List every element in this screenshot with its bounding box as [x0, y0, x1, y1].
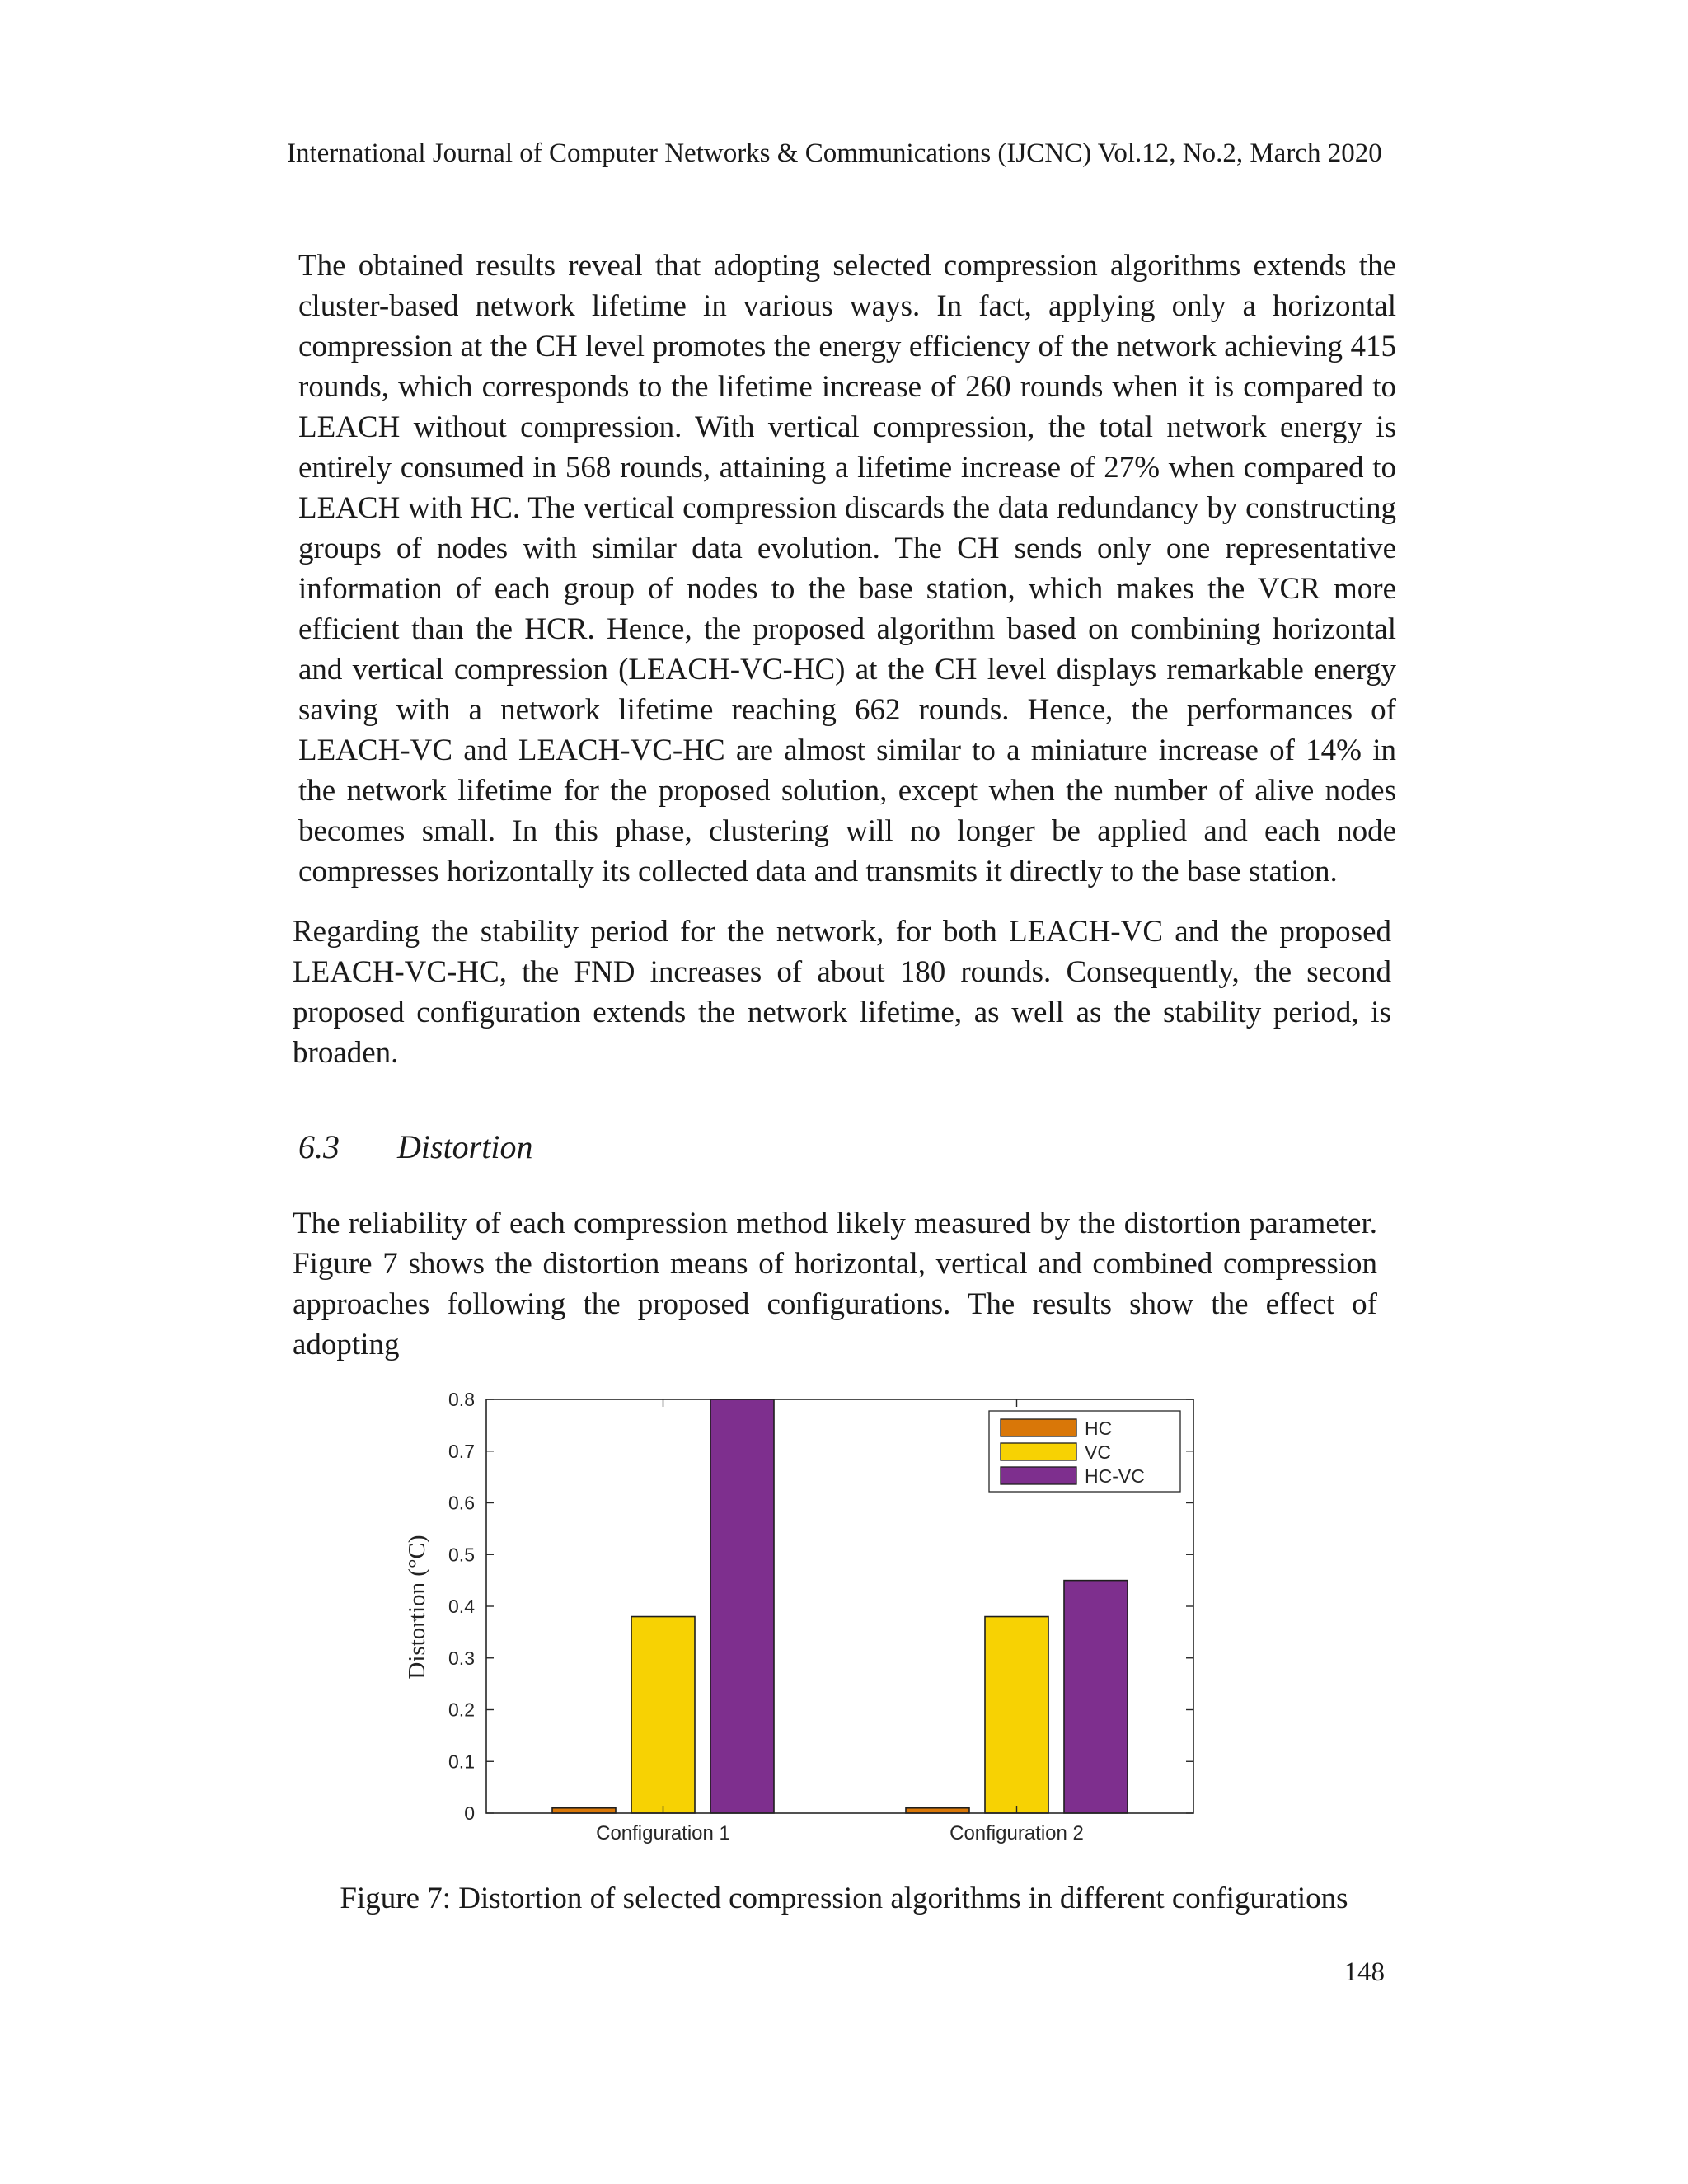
- figure-caption: Figure 7: Distortion of selected compression algorithms in different configurations: [340, 1882, 1348, 1915]
- legend-swatch-vc: [1001, 1443, 1076, 1460]
- bar-vc-1: [631, 1617, 695, 1813]
- paragraph-results: The obtained results reveal that adopting selected compression algorithms extends the cluster-based network lifetime in various ways. In fact, applying only a horizontal compression at the CH level promotes the energy efficiency of the network achieving 415 rounds, which corresponds to the lifetime increase of 260 rounds when it is compared to LEACH without compression. With vertical compression, the total network energy is entirely consumed in 568 rounds, attaining a lifetime increase of 27% when compared to LEACH with HC. The vertical compression discards the data redundancy by constructing groups of nodes with similar data evolution. The CH sends only one representative information of each group of nodes to the base station, which makes the VCR more efficient than the HCR. Hence, the proposed algorithm based on combining horizontal and vertical compression (LEACH-VC-HC) at the CH level displays remarkable energy saving with a network lifetime reaching 662 rounds. Hence, the performances of LEACH-VC and LEACH-VC-HC are almost similar to a miniature increase of 14% in the network lifetime for the proposed solution, except when the number of alive nodes becomes small. In this phase, clustering will no longer be applied and each node compresses horizontally its collected data and transmits it directly to the base station.: [298, 249, 1396, 888]
- section-title: Distortion: [397, 1128, 533, 1165]
- legend-label-hc: HC: [1085, 1418, 1113, 1439]
- y-tick-label: 0.7: [448, 1440, 475, 1462]
- x-tick-label: Configuration 2: [950, 1822, 1084, 1844]
- legend-swatch-hc: [1001, 1419, 1076, 1436]
- legend-label-hc-vc: HC-VC: [1085, 1465, 1145, 1487]
- chart-legend: [989, 1411, 1180, 1492]
- page-number: 148: [1343, 1957, 1385, 1987]
- paragraph-stability: Regarding the stability period for the network, for both LEACH-VC and the proposed LEACH-VC-HC, the FND increases of about 180 rounds. Consequently, the second proposed configuration extends the network lifetime, as well as the stability period, is broaden.: [293, 915, 1391, 1070]
- y-tick-label: 0.2: [448, 1699, 475, 1721]
- y-tick-label: 0.3: [448, 1647, 475, 1669]
- bar-hc-1: [552, 1808, 616, 1813]
- y-tick-label: 0.5: [448, 1544, 475, 1566]
- y-tick-label: 0.1: [448, 1750, 475, 1773]
- bar-hc-vc-1: [710, 1399, 774, 1813]
- distortion-bar-chart: [387, 1385, 1203, 1871]
- y-axis-label: Distortion (°C): [404, 1535, 430, 1680]
- bar-hc-vc-2: [1064, 1581, 1128, 1813]
- y-tick-label: 0.6: [448, 1492, 475, 1514]
- bar-vc-2: [985, 1617, 1048, 1813]
- x-tick-label: Configuration 1: [596, 1822, 730, 1844]
- paragraph-distortion: The reliability of each compression method likely measured by the distortion parameter. Figure 7 shows the distortion means of horizontal, vertical and combined compression approaches following the proposed configurations. The results show the effect of adopting: [293, 1207, 1377, 1361]
- bar-hc-2: [906, 1808, 969, 1813]
- y-tick-label: 0.4: [448, 1596, 475, 1617]
- legend-label-vc: VC: [1085, 1441, 1111, 1463]
- running-header: International Journal of Computer Networks & Communications (IJCNC) Vol.12, No.2, March 2020: [287, 138, 1382, 168]
- section-number: 6.3: [298, 1128, 340, 1165]
- distortion-figure: [387, 1385, 1203, 1871]
- section-heading: [298, 1127, 532, 1166]
- y-tick-label: 0.8: [448, 1389, 475, 1410]
- y-tick-label: 0: [464, 1802, 475, 1824]
- legend-swatch-hc-vc: [1001, 1467, 1076, 1484]
